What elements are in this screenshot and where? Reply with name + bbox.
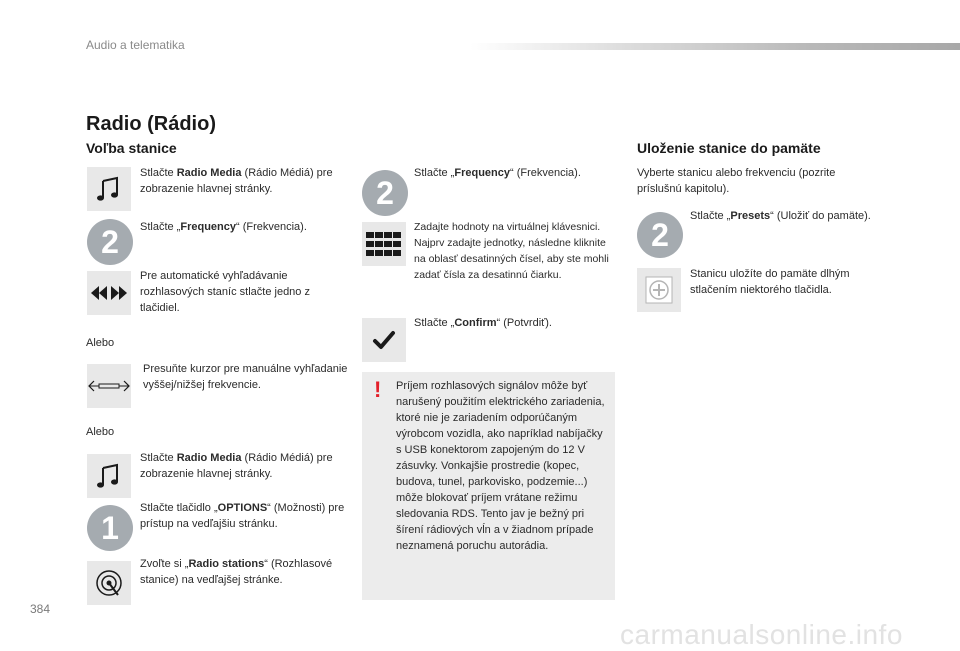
preset-plus-icon	[637, 268, 681, 312]
step-options: Stlačte tlačidlo „OPTIONS“ (Možnosti) pre prístup na vedľajšiu stránku.	[140, 502, 345, 530]
checkmark-icon	[362, 318, 406, 362]
section-title-save-station: Uloženie stanice do pamäte	[637, 140, 821, 156]
step-long-press: Stanicu uložíte do pamäte dlhým stlačením niektorého tlačidla.	[690, 268, 850, 296]
save-intro: Vyberte stanicu alebo frekvenciu (pozrite príslušnú kapitolu).	[637, 167, 836, 195]
or-label-1: Alebo	[86, 337, 115, 349]
seek-arrows-icon	[87, 271, 131, 315]
step-radio-stations: Zvoľte si „Radio stations“ (Rozhlasové stanice) na vedľajšej stránke.	[140, 558, 333, 586]
step-number-badge: 1	[87, 505, 133, 551]
header-title: Audio a telematika	[86, 38, 185, 52]
warning-text: Príjem rozhlasových signálov môže byť narušený použitím elektrického zariadenia, ktoré nie je zariadením odporúčaným výrobcom vozidla, ako napríklad nabíjačky s USB konektorom zapojeným do 12 V zásuvky. Vonkajšie prostredie (kopec, budova, tunel, parkovisko, podzemie...) môže blokovať príjem vrátane režimu sledovania RDS. Tento jav je bežný pri šírení rádiových vĺn a v žiadnom prípade neznamená poruchu autorádia.	[396, 380, 605, 552]
step-number-badge: 2	[87, 219, 133, 265]
page-number: 384	[30, 602, 51, 616]
frequency-slider-icon	[87, 364, 131, 408]
radio-station-icon	[87, 561, 131, 605]
step-number-badge: 2	[637, 212, 683, 258]
or-label-2: Alebo	[86, 426, 115, 438]
step-confirm: Stlačte „Confirm“ (Potvrdiť).	[414, 317, 552, 329]
music-note-icon	[87, 167, 131, 211]
page-title: Radio (Rádio)	[86, 113, 216, 135]
keypad-icon	[362, 222, 406, 266]
watermark: carmanualsonline.info	[620, 619, 903, 650]
header-divider	[470, 43, 960, 50]
step-number-badge: 2	[362, 170, 408, 216]
warning-exclamation-icon: !	[374, 377, 382, 402]
step-manual-search: Presuňte kurzor pre manuálne vyhľadanie vyššej/nižšej frekvencie.	[143, 363, 348, 391]
step-radio-media-1: Stlačte Radio Media (Rádio Médiá) pre zobrazenie hlavnej stránky.	[140, 167, 333, 195]
step-frequency-left: Stlačte „Frequency“ (Frekvencia).	[140, 221, 307, 233]
music-note-icon	[87, 454, 131, 498]
step-frequency-middle: Stlačte „Frequency“ (Frekvencia).	[414, 167, 581, 179]
step-auto-search: Pre automatické vyhľadávanie rozhlasových staníc stlačte jedno z tlačidiel.	[140, 270, 310, 314]
step-virtual-keyboard: Zadajte hodnoty na virtuálnej klávesnici. Najprv zadajte jednotky, následne kliknite na oblasť desatinných čísel, aby ste mohli zadať čísla za desatinnú čiarku.	[414, 221, 609, 281]
step-presets: Stlačte „Presets“ (Uložiť do pamäte).	[690, 210, 871, 222]
section-title-station-selection: Voľba stanice	[86, 140, 177, 156]
step-radio-media-2: Stlačte Radio Media (Rádio Médiá) pre zobrazenie hlavnej stránky.	[140, 452, 333, 480]
